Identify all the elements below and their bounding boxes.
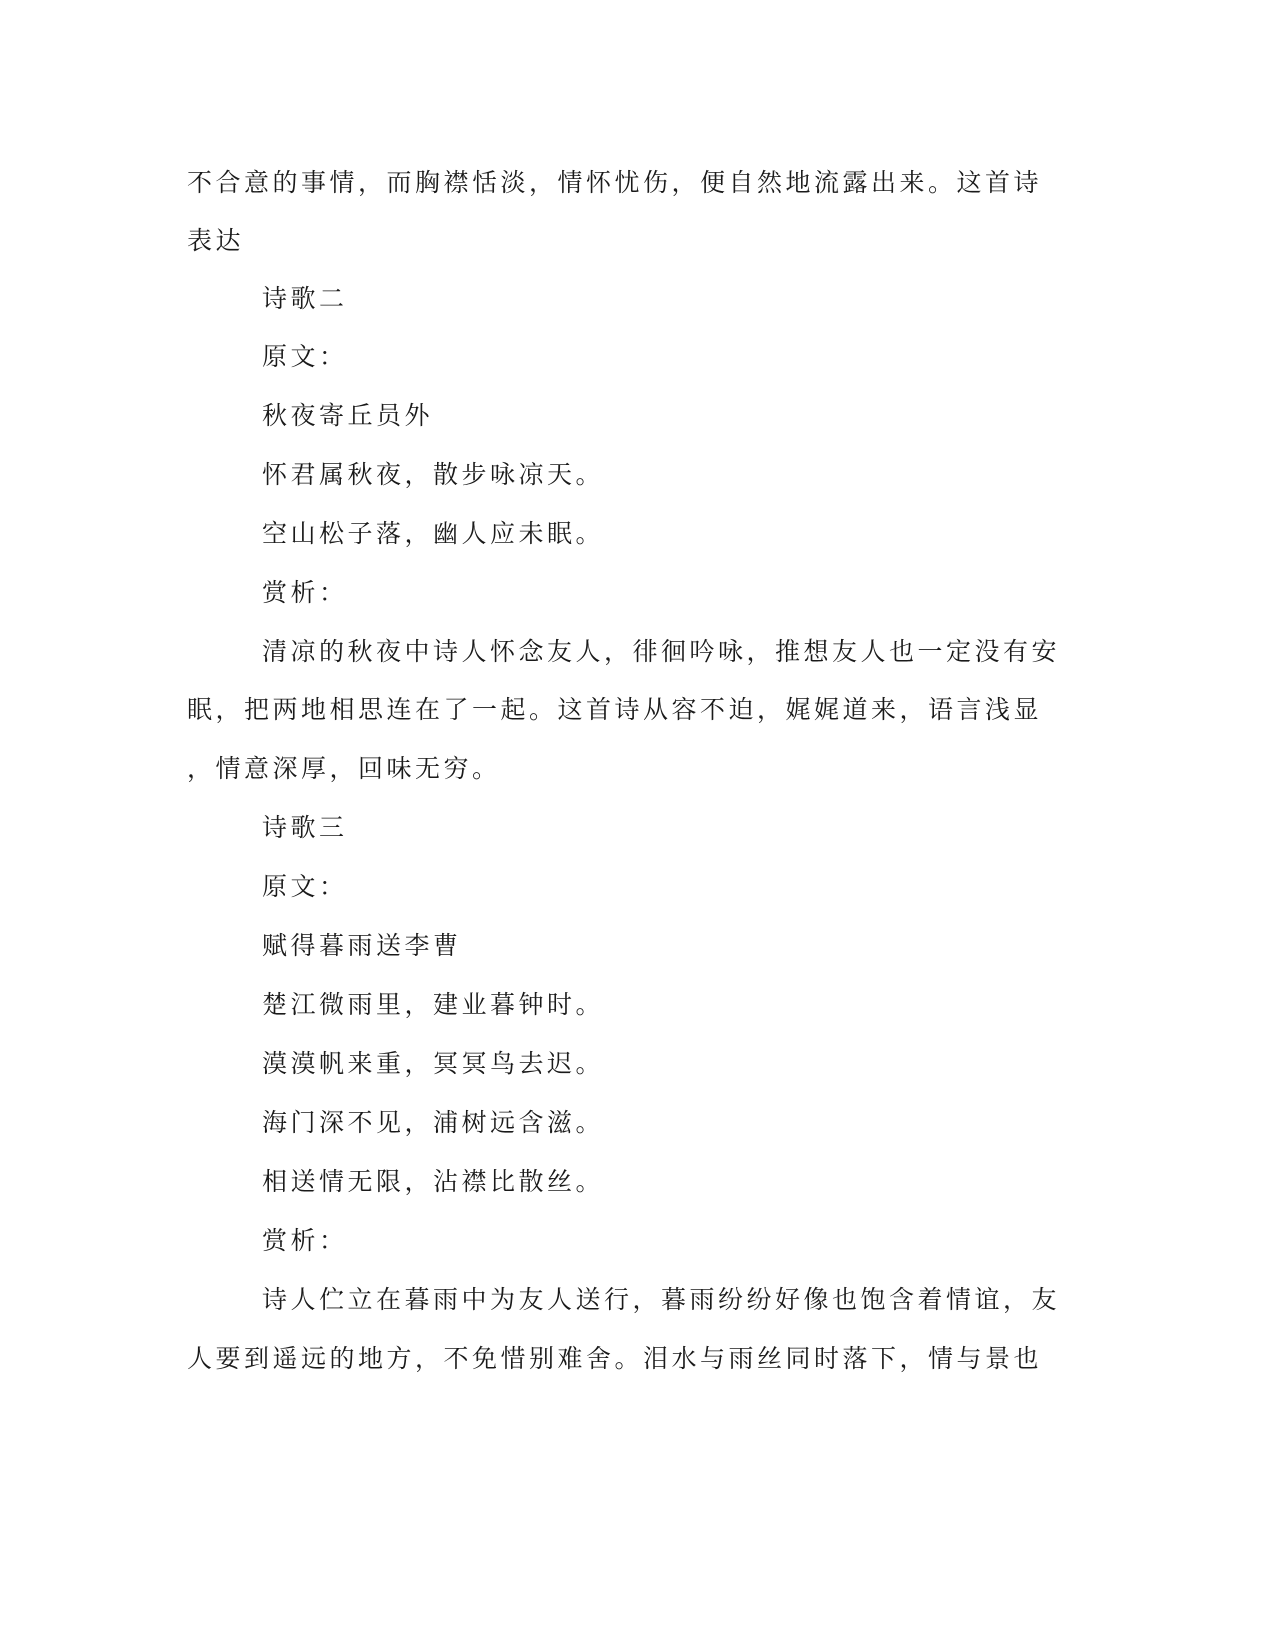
label-original-text: 原文： [262, 342, 348, 371]
poem-line: 楚江微雨里，建业暮钟时。 [262, 990, 605, 1019]
label-appreciation: 赏析： [262, 1226, 348, 1255]
poem-line: 漠漠帆来重，冥冥鸟去迟。 [262, 1049, 605, 1078]
section-heading: 诗歌二 [262, 284, 348, 313]
paragraph-line: 清凉的秋夜中诗人怀念友人，徘徊吟咏，推想友人也一定没有安 [262, 637, 1061, 666]
poem-line: 相送情无限，沾襟比散丝。 [262, 1167, 605, 1196]
poem-title: 秋夜寄丘员外 [262, 401, 434, 430]
paragraph-line: 不合意的事情，而胸襟恬淡，情怀忧伤，便自然地流露出来。这首诗 [187, 168, 1043, 197]
label-appreciation: 赏析： [262, 578, 348, 607]
paragraph-line: 人要到遥远的地方，不免惜别难舍。泪水与雨丝同时落下，情与景也 [187, 1344, 1043, 1373]
paragraph-line: 眠，把两地相思连在了一起。这首诗从容不迫，娓娓道来，语言浅显 [187, 695, 1043, 724]
label-original-text: 原文： [262, 872, 348, 901]
paragraph-line: 表达 [187, 226, 245, 255]
poem-line: 空山松子落，幽人应未眠。 [262, 519, 605, 548]
section-heading: 诗歌三 [262, 813, 348, 842]
paragraph-line: ，情意深厚，回味无穷。 [187, 754, 501, 783]
poem-title: 赋得暮雨送李曹 [262, 931, 462, 960]
poem-line: 海门深不见，浦树远含滋。 [262, 1108, 605, 1137]
paragraph-line: 诗人伫立在暮雨中为友人送行，暮雨纷纷好像也饱含着情谊，友 [262, 1285, 1061, 1314]
poem-line: 怀君属秋夜，散步咏凉天。 [262, 460, 605, 489]
